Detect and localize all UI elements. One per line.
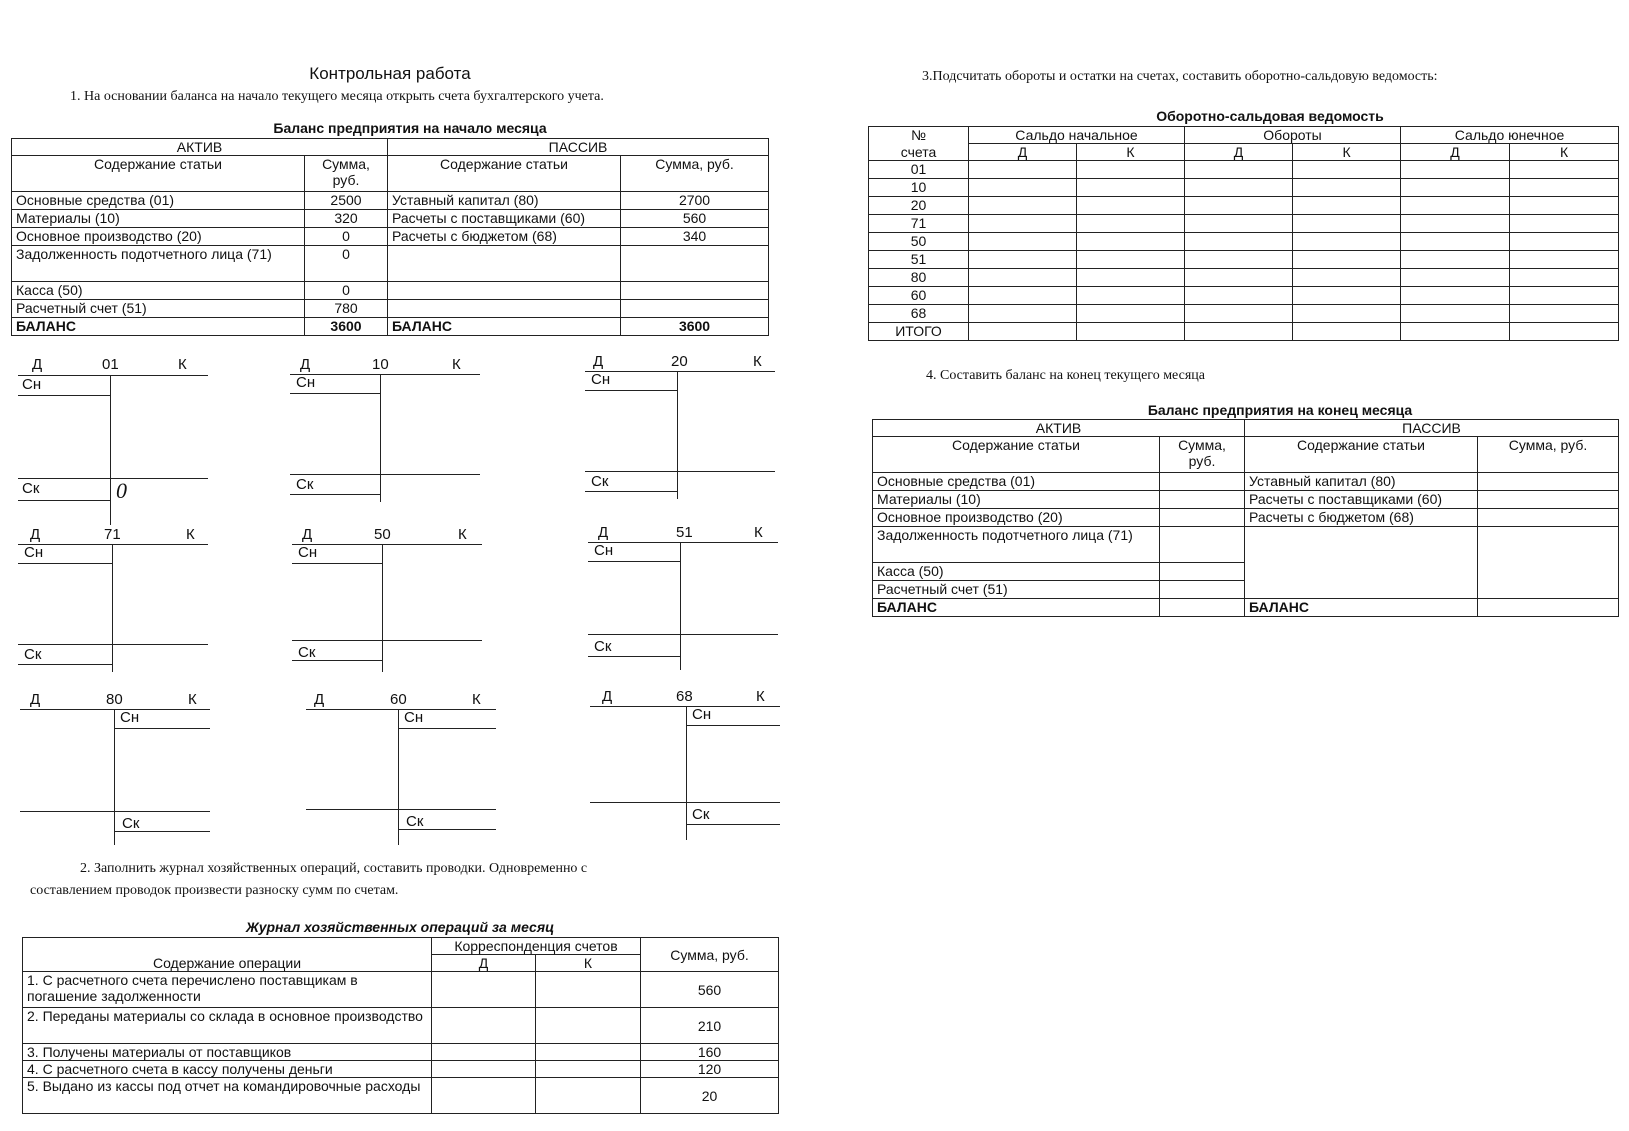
account-cell: 51 [869, 251, 969, 269]
sum-cell: 20 [641, 1078, 779, 1114]
debit-label: Д [302, 526, 313, 543]
task-1-text: 1. На основании баланса на начало текущего месяца открыть счета бухгалтерского учета. [70, 89, 604, 104]
table-row [873, 581, 1619, 599]
col-sum-p: Сумма, руб. [1478, 437, 1619, 473]
account-cell: 10 [869, 179, 969, 197]
col-sum-p: Сумма, руб. [621, 156, 769, 192]
debit-cell [432, 1008, 536, 1044]
aktiv-header: АКТИВ [873, 420, 1245, 437]
debit-label: Д [30, 691, 41, 708]
cell-pv: 2700 [621, 192, 769, 210]
account-number: 20 [671, 353, 688, 370]
journal-table [22, 937, 779, 1114]
account-number: 80 [106, 691, 123, 708]
opening-balance-label: Сн [120, 709, 140, 726]
closing-balance-label: Ск [24, 646, 42, 663]
osv-total-row [869, 323, 1619, 341]
total-a: 3600 [305, 318, 388, 336]
credit-label: К [178, 356, 187, 373]
account-cell: 50 [869, 233, 969, 251]
opening-balance-label: Сн [22, 376, 42, 393]
cell-pv: 560 [621, 210, 769, 228]
t-account-71 [18, 526, 208, 692]
closing-balance-label: Ск [692, 806, 710, 823]
debit-cell [432, 1061, 536, 1078]
col-credit: К [536, 955, 641, 972]
cell-av: 320 [305, 210, 388, 228]
closing-balance-label: Ск [591, 473, 609, 490]
col-k: К [1293, 144, 1401, 161]
table-row [23, 972, 779, 1008]
account-cell: 68 [869, 305, 969, 323]
cell-pv: 340 [621, 228, 769, 246]
cell-p [388, 300, 621, 318]
balance-start-caption: Баланс предприятия на начало месяца [273, 120, 547, 136]
balance-total-row [873, 599, 1619, 617]
cell-av: 2500 [305, 192, 388, 210]
task-2-line-1: 2. Заполнить журнал хозяйственных операций, составить проводки. Одновременно с [80, 861, 588, 876]
osv-table [868, 126, 1619, 341]
debit-cell [432, 1078, 536, 1114]
cell-p [388, 282, 621, 300]
opening-balance-label: Сн [594, 542, 614, 559]
task-3-text: 3.Подсчитать обороты и остатки на счетах, составить оборотно-сальдовую ведомость: [922, 69, 1438, 84]
table-row [12, 192, 769, 210]
cell-pv [621, 246, 769, 282]
closing-balance-label: Ск [298, 644, 316, 661]
handwritten-zero: 0 [116, 478, 127, 503]
account-number: 51 [676, 524, 693, 541]
opening-balance-label: Сн [298, 544, 318, 561]
task-4-text: 4. Составить баланс на конец текущего месяца [926, 368, 1205, 383]
account-number: 50 [374, 526, 391, 543]
col-content-p: Содержание статьи [1245, 437, 1478, 473]
account-cell: 01 [869, 161, 969, 179]
t-account-80 [20, 691, 210, 857]
col-sum-a: Сумма, руб. [1160, 437, 1245, 473]
table-row [12, 228, 769, 246]
credit-label: К [452, 356, 461, 373]
cell-p: Расчеты с бюджетом (68) [1245, 509, 1478, 527]
total-label-a: БАЛАНС [12, 318, 305, 336]
cell-pv [621, 300, 769, 318]
cell-a: Касса (50) [873, 563, 1160, 581]
passiv-header: ПАССИВ [388, 139, 769, 156]
opening-balance-label: Сн [404, 709, 424, 726]
cell-av: 0 [305, 228, 388, 246]
table-row [873, 527, 1619, 563]
table-row [873, 473, 1619, 491]
debit-label: Д [32, 356, 43, 373]
table-row [869, 161, 1619, 179]
account-number: 68 [676, 688, 693, 705]
debit-label: Д [300, 356, 311, 373]
opening-balance-label: Сн [692, 706, 712, 723]
cell-p: Уставный капитал (80) [1245, 473, 1478, 491]
debit-label: Д [598, 524, 609, 541]
t-account-68 [590, 688, 780, 854]
sum-cell: 160 [641, 1044, 779, 1061]
balance-end-table [872, 419, 1619, 617]
t-account-10 [290, 356, 480, 522]
col-operation: Содержание операции [23, 938, 432, 972]
table-row [869, 269, 1619, 287]
debit-label: Д [602, 688, 613, 705]
cell-pv [621, 282, 769, 300]
aktiv-header: АКТИВ [12, 139, 388, 156]
closing-balance-label: Ск [296, 476, 314, 493]
col-account-num: № [869, 127, 969, 144]
cell-a: Материалы (10) [873, 491, 1160, 509]
task-2-line-2: составлением проводок произвести разноску сумм по счетам. [30, 883, 399, 898]
col-content-a: Содержание статьи [12, 156, 305, 192]
table-row [23, 1078, 779, 1114]
sum-cell: 210 [641, 1008, 779, 1044]
osv-caption: Оборотно-сальдовая ведомость [1156, 108, 1384, 124]
cell-p: Расчеты с поставщиками (60) [388, 210, 621, 228]
cell-p [388, 246, 621, 282]
col-d: Д [969, 144, 1077, 161]
col-saldo-end: Сальдо юнечное [1401, 127, 1619, 144]
journal-caption: Журнал хозяйственных операций за месяц [245, 919, 555, 935]
closing-balance-label: Ск [122, 815, 140, 832]
table-row [869, 287, 1619, 305]
closing-balance-label: Ск [406, 813, 424, 830]
debit-label: Д [30, 526, 41, 543]
table-row [869, 179, 1619, 197]
balance-end-caption: Баланс предприятия на конец месяца [1147, 402, 1413, 418]
t-account-20 [585, 353, 775, 519]
table-row [12, 282, 769, 300]
col-sum: Сумма, руб. [641, 938, 779, 972]
col-saldo-start: Сальдо начальное [969, 127, 1185, 144]
table-row [873, 491, 1619, 509]
cell-a: Основное производство (20) [12, 228, 305, 246]
credit-label: К [756, 688, 765, 705]
operation-text: 3. Получены материалы от поставщиков [23, 1044, 432, 1061]
col-d: Д [1185, 144, 1293, 161]
sum-cell: 560 [641, 972, 779, 1008]
total-label-a: БАЛАНС [873, 599, 1160, 617]
table-row [12, 246, 769, 282]
operation-text: 4. С расчетного счета в кассу получены деньги [23, 1061, 432, 1078]
operation-text: 1. С расчетного счета перечислено поставщикам в погашение задолженности [23, 972, 432, 1008]
closing-balance-label: Ск [22, 480, 40, 497]
table-row [869, 233, 1619, 251]
operation-text: 2. Переданы материалы со склада в основное производство [23, 1008, 432, 1044]
total-label-p: БАЛАНС [388, 318, 621, 336]
t-account-51 [588, 524, 778, 690]
credit-label: К [753, 353, 762, 370]
balance-start-table [11, 138, 769, 336]
task-2-text [30, 858, 775, 902]
table-row [12, 300, 769, 318]
cell-a: Расчетный счет (51) [12, 300, 305, 318]
cell-a: Задолженность подотчетного лица (71) [873, 527, 1160, 563]
balance-total-row [12, 318, 769, 336]
table-row [12, 210, 769, 228]
cell-p: Уставный капитал (80) [388, 192, 621, 210]
account-cell: 80 [869, 269, 969, 287]
total-label-p: БАЛАНС [1245, 599, 1478, 617]
total-p: 3600 [621, 318, 769, 336]
passiv-header: ПАССИВ [1245, 420, 1619, 437]
col-d: Д [1401, 144, 1510, 161]
credit-cell [536, 1008, 641, 1044]
col-debit: Д [432, 955, 536, 972]
table-row [873, 563, 1619, 581]
col-content-a: Содержание статьи [873, 437, 1160, 473]
account-cell: 71 [869, 215, 969, 233]
table-row [869, 305, 1619, 323]
cell-a: Расчетный счет (51) [873, 581, 1160, 599]
t-account-60 [306, 691, 496, 857]
cell-av: 780 [305, 300, 388, 318]
cell-p: Расчеты с поставщиками (60) [1245, 491, 1478, 509]
page-title: Контрольная работа [309, 64, 471, 83]
col-turnover: Обороты [1185, 127, 1401, 144]
credit-cell [536, 972, 641, 1008]
col-account-label: счета [869, 144, 969, 161]
credit-cell [536, 1061, 641, 1078]
table-row [873, 509, 1619, 527]
cell-a: Материалы (10) [12, 210, 305, 228]
cell-av: 0 [305, 282, 388, 300]
opening-balance-label: Сн [24, 544, 44, 561]
credit-label: К [186, 526, 195, 543]
total-label: ИТОГО [869, 323, 969, 341]
closing-balance-label: Ск [594, 638, 612, 655]
col-correspondence: Корреспонденция счетов [432, 938, 641, 955]
opening-balance-label: Сн [591, 371, 611, 388]
debit-cell [432, 972, 536, 1008]
cell-a: Основные средства (01) [12, 192, 305, 210]
table-row [869, 197, 1619, 215]
operation-text: 5. Выдано из кассы под отчет на командировочные расходы [23, 1078, 432, 1114]
account-cell: 60 [869, 287, 969, 305]
table-row [869, 215, 1619, 233]
opening-balance-label: Сн [296, 374, 316, 391]
credit-label: К [754, 524, 763, 541]
account-number: 71 [104, 526, 121, 543]
cell-a: Задолженность подотчетного лица (71) [12, 246, 305, 282]
debit-label: Д [593, 353, 604, 370]
cell-a: Касса (50) [12, 282, 305, 300]
credit-cell [536, 1044, 641, 1061]
cell-a: Основное производство (20) [873, 509, 1160, 527]
account-cell: 20 [869, 197, 969, 215]
credit-label: К [188, 691, 197, 708]
col-content-p: Содержание статьи [388, 156, 621, 192]
col-sum-a: Сумма, руб. [305, 156, 388, 192]
cell-a: Основные средства (01) [873, 473, 1160, 491]
table-row [23, 1008, 779, 1044]
account-number: 10 [372, 356, 389, 373]
table-row [869, 251, 1619, 269]
debit-cell [432, 1044, 536, 1061]
col-k: К [1077, 144, 1185, 161]
credit-cell [536, 1078, 641, 1114]
credit-label: К [472, 691, 481, 708]
col-k: К [1510, 144, 1619, 161]
sum-cell: 120 [641, 1061, 779, 1078]
table-row [23, 1061, 779, 1078]
account-number: 01 [102, 356, 119, 373]
table-row [23, 1044, 779, 1061]
credit-label: К [458, 526, 467, 543]
t-account-50 [292, 526, 482, 692]
t-account-01 [18, 356, 208, 522]
cell-p: Расчеты с бюджетом (68) [388, 228, 621, 246]
debit-label: Д [314, 691, 325, 708]
account-number: 60 [390, 691, 407, 708]
cell-av: 0 [305, 246, 388, 282]
